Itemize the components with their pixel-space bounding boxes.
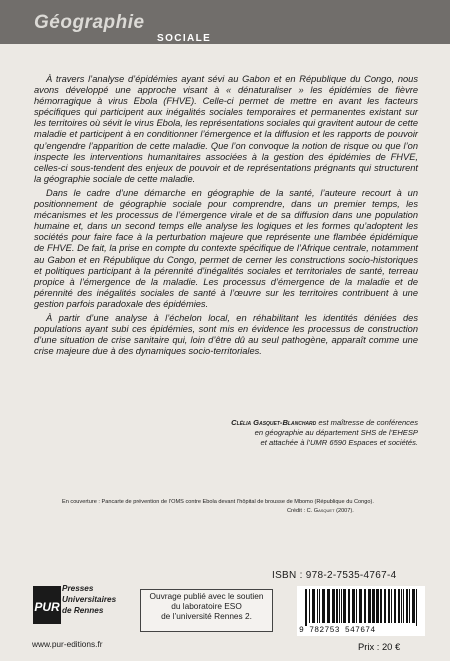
barcode-bar — [403, 589, 404, 623]
barcode-bar — [412, 589, 415, 623]
publisher-line-3: de Rennes — [62, 606, 104, 615]
credit-name: C. Gasquet — [306, 508, 335, 515]
publisher-name — [62, 583, 122, 616]
barcode-bar — [332, 589, 335, 623]
isbn-number: ISBN : 978-2-7535-4767-4 — [272, 570, 397, 581]
blurb-paragraph-1: À travers l’analyse d’épidémies ayant sévi au Gabon et en République du Congo, nous avons développé une approche visant à « dénaturaliser » les épidémies de fièvre hémorragique à virus Ebola (FHVE). Celle-ci permet de mettre en avant les facteurs spécifiques qui participent aux inégalités sociales temporaires et permanentes existant sur les territoires où sévit le virus Ebola, les représentations sociales qui gravitent autour de cette maladie et participent à en conditionner l’émergence et la diffusion et les rapports de pouvoir qu’engendre l’apparition de cette maladie. Que l’on convoque la notion de risque ou que l’on inspecte les interventions humanitaires associées à la gestion des épidémies de FHVE, celles-ci sous-tendent des enjeux de pouvoir et de représentations prégnants qui structurent la géographie sociale de cette maladie. — [34, 74, 418, 184]
series-title-sociale: SOCIALE — [157, 33, 212, 44]
author-bio — [150, 418, 418, 449]
price: Prix : 20 € — [358, 641, 401, 652]
cover-caption-text: En couverture : Pancarte de prévention de l’OMS contre Ebola devant l’hôpital de brousse de Mbomo (République du Congo). — [62, 499, 374, 505]
barcode-icon — [297, 586, 425, 626]
barcode-digits: 9 782753 547674 — [299, 626, 376, 635]
back-cover-blurb — [34, 74, 418, 360]
barcode-bar — [384, 589, 386, 623]
blurb-paragraph-2: Dans le cadre d’une démarche en géographie de la santé, l’auteure recourt à un positionnement de géographie sociale pour comprendre, dans un premier temps, les mécanismes et les processus de l’émergence virale et de sa diffusion dans une population humaine et, dans un second temps elle analyse les logiques et les formes qu’adoptent les sociétés pour faire face à la perturbation majeure que représente une flambée épidémique de FHVE. De fait, la prise en compte du contexte spécifique de l’Afrique centrale, notamment au Gabon et en République du Congo, permet de cerner les constructions socio-historiques et politiques participant à la pérennité d’inégalités sociales et territoriales de santé, terreau propice à l’émergence de la maladie. Les processus d’émergence de la maladie et de pérennité des inégalités sociales de santé à l’œuvre sur les territoires contribuent à une gestion parfois paradoxale des épidémies. — [34, 187, 418, 309]
series-title-geographie: Géographie — [34, 12, 145, 33]
author-bio-line-3: et attachée à l’UMR 6590 Espaces et sociétés. — [260, 438, 418, 448]
publisher-website: www.pur-editions.fr — [32, 639, 103, 649]
author-role: est maîtresse de conférences — [316, 418, 418, 427]
barcode-bar — [391, 589, 392, 623]
barcode-bar — [416, 589, 417, 626]
barcode-bar — [359, 589, 362, 623]
publisher-line-2: Universitaires — [62, 595, 117, 604]
barcode — [297, 586, 425, 636]
support-line-1: Ouvrage publié avec le soutien — [149, 591, 264, 601]
support-line-3: de l’université Rennes 2. — [161, 611, 252, 621]
credit-year: (2007). — [334, 508, 354, 515]
barcode-bar — [319, 589, 320, 623]
barcode-bar — [322, 589, 325, 623]
barcode-bar — [409, 589, 410, 623]
barcode-bar — [327, 589, 330, 623]
author-bio-line-1 — [150, 418, 418, 428]
barcode-bar — [341, 589, 342, 623]
credit-label: Crédit : — [287, 508, 307, 515]
barcode-bar — [388, 589, 390, 623]
barcode-bar — [343, 589, 346, 623]
support-line-2: du laboratoire ESO — [171, 601, 242, 611]
barcode-bar — [376, 589, 379, 623]
svg-text:PUR: PUR — [34, 600, 60, 614]
cover-caption — [62, 498, 418, 517]
publisher-line-1: Presses — [62, 584, 94, 593]
barcode-bar — [348, 589, 350, 623]
barcode-bar — [356, 589, 357, 623]
series-header-band — [0, 0, 450, 44]
barcode-bar — [364, 589, 366, 623]
barcode-bar — [312, 589, 315, 623]
support-notice-box — [140, 589, 273, 632]
barcode-bar — [394, 589, 396, 623]
barcode-bar — [336, 589, 338, 623]
barcode-bar — [352, 589, 355, 623]
barcode-bar — [406, 589, 408, 623]
author-bio-line-2: en géographie au département SHS de l’EHESP — [254, 428, 418, 438]
barcode-bar — [305, 589, 307, 626]
blurb-paragraph-3: À partir d’une analyse à l’échelon local, en réhabilitant les identités déniées des populations ayant subi ces épidémies, sont mis en évidence les processus de construction d’une situation de crise sanitaire qui, loin d’être dû au seul pathogène, apparaît comme une crise majeure due à des dynamiques socio-territoriales. — [34, 312, 418, 357]
pur-logo-icon — [32, 585, 62, 625]
barcode-bar — [339, 589, 340, 623]
cover-credit — [62, 507, 418, 516]
barcode-bar — [317, 589, 318, 623]
barcode-bar — [380, 589, 382, 623]
barcode-bar — [372, 589, 375, 623]
barcode-bar — [368, 589, 371, 623]
barcode-bar — [309, 589, 310, 623]
barcode-bar — [401, 589, 402, 623]
barcode-bar — [398, 589, 400, 623]
publisher-logo — [32, 583, 117, 627]
author-name: Clélia Gasquet-Blanchard — [231, 418, 317, 427]
